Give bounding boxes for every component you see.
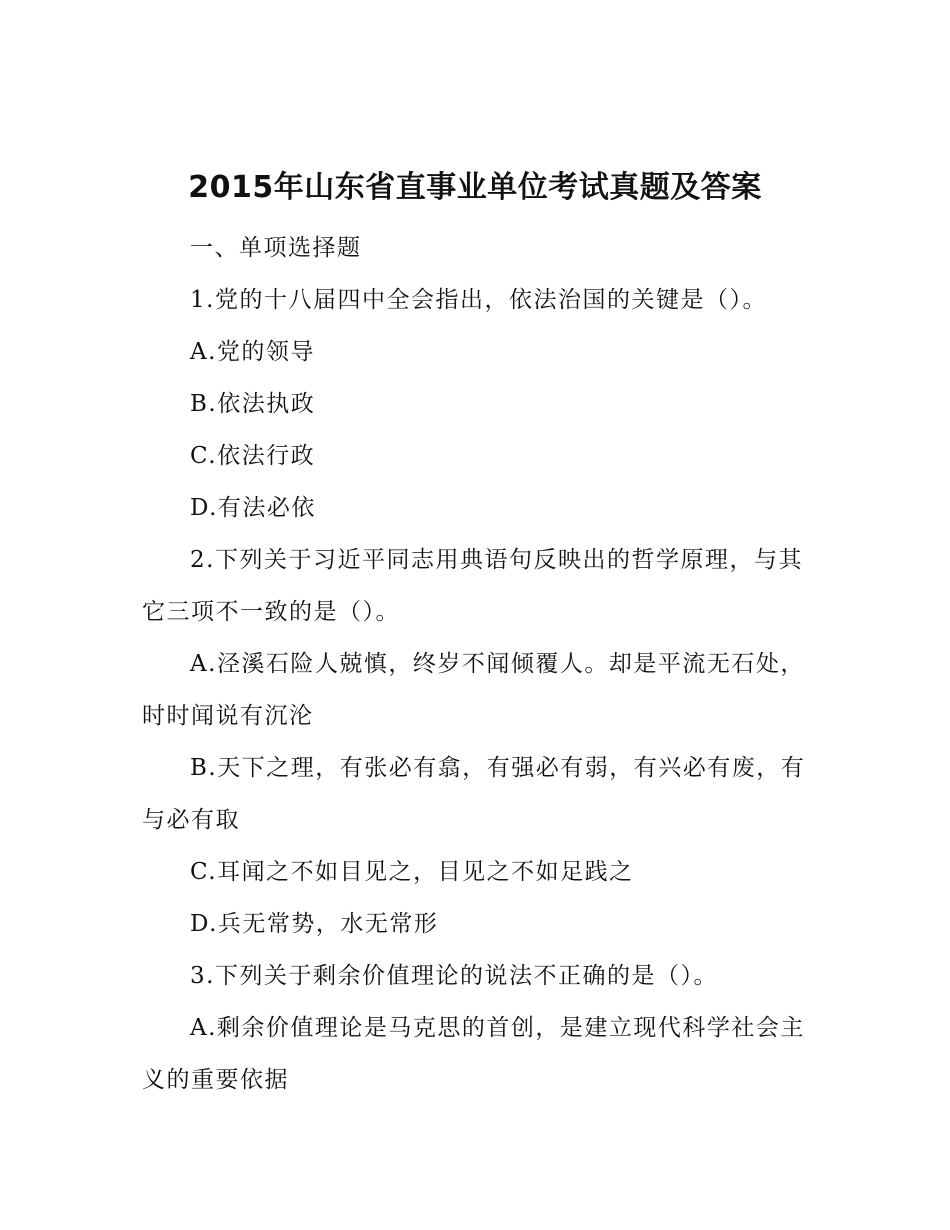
question-1-option-c: C.依法行政 bbox=[190, 443, 316, 469]
question-1: 1.党的十八届四中全会指出，依法治国的关键是（）。 bbox=[190, 287, 767, 313]
question-1-option-d: D.有法必依 bbox=[190, 495, 316, 521]
question-2-line-1: 2.下列关于习近平同志用典语句反映出的哲学原理，与其 bbox=[190, 547, 803, 573]
section-heading: 一、单项选择题 bbox=[190, 235, 362, 261]
question-2-option-b-line-1: B.天下之理，有张必有翕，有强必有弱，有兴必有废，有 bbox=[190, 755, 806, 781]
question-2-line-2: 它三项不一致的是（）。 bbox=[142, 599, 400, 625]
question-1-option-b: B.依法执政 bbox=[190, 391, 316, 417]
question-2-option-a-line-1: A.泾溪石险人兢慎，终岁不闻倾覆人。却是平流无石处， bbox=[190, 651, 805, 677]
document-body bbox=[142, 222, 814, 1106]
question-3: 3.下列关于剩余价值理论的说法不正确的是（）。 bbox=[190, 963, 718, 989]
question-3-option-a-line-1: A.剩余价值理论是马克思的首创，是建立现代科学社会主 bbox=[190, 1015, 805, 1041]
question-2-option-d: D.兵无常势，水无常形 bbox=[190, 911, 439, 937]
document-title: 2015年山东省直事业单位考试真题及答案 bbox=[188, 170, 762, 205]
question-3-option-a-line-2: 义的重要依据 bbox=[142, 1067, 289, 1093]
question-2-option-a-line-2: 时时闻说有沉沦 bbox=[142, 703, 314, 729]
question-2-option-b-line-2: 与必有取 bbox=[142, 807, 240, 833]
question-1-option-a: A.党的领导 bbox=[190, 339, 315, 365]
question-2-option-c: C.耳闻之不如目见之，目见之不如足践之 bbox=[190, 859, 634, 885]
